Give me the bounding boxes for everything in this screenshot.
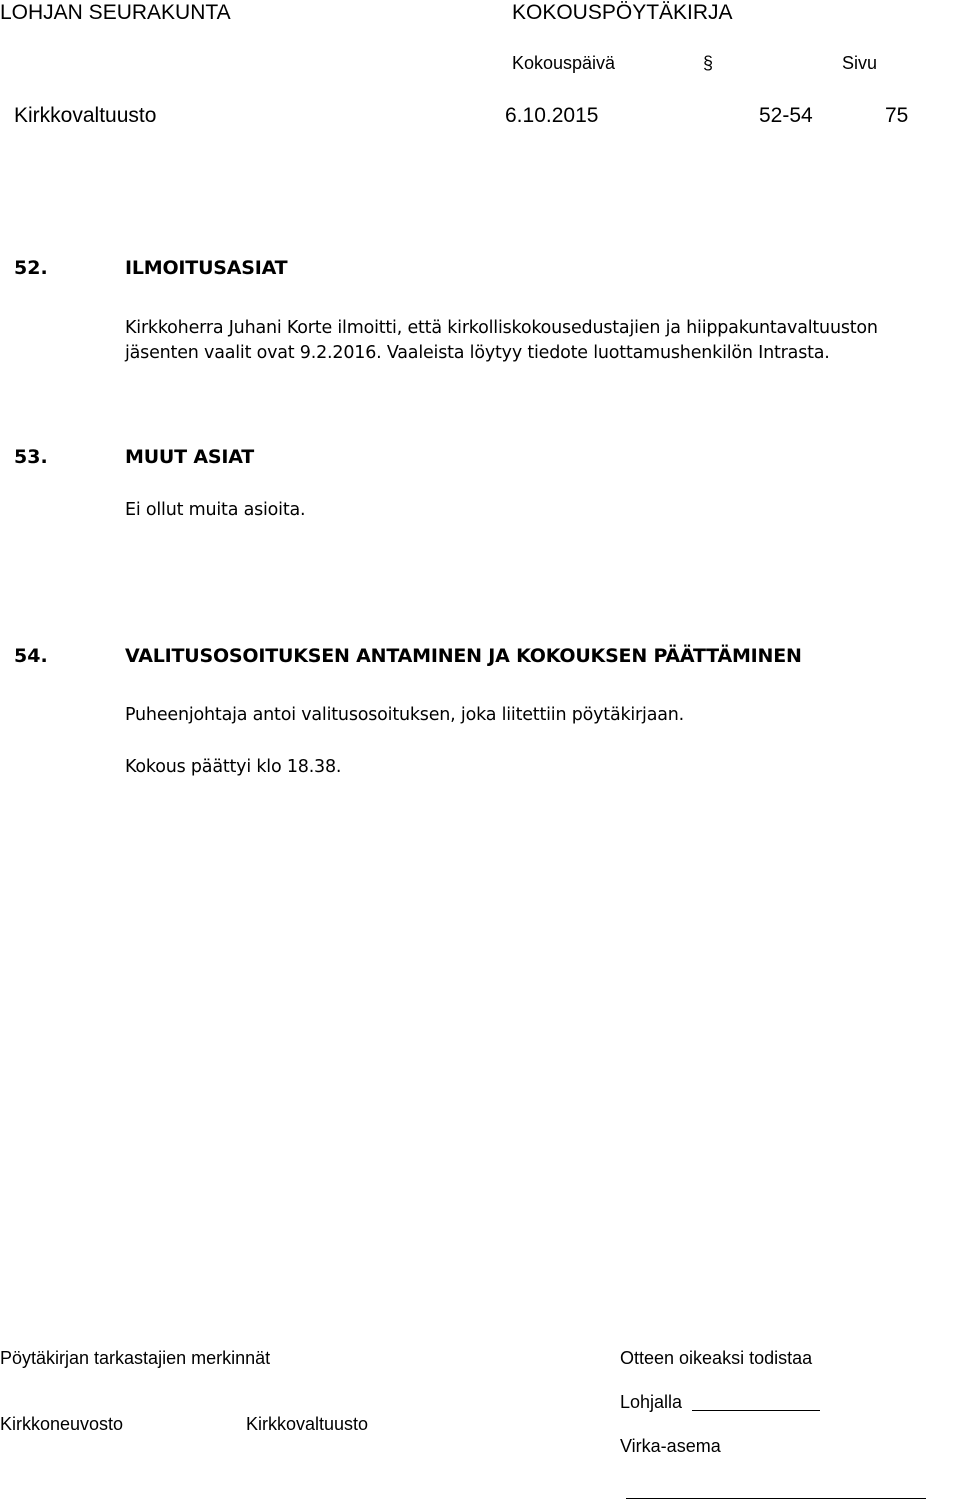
organization-name: LOHJAN SEURAKUNTA: [0, 1, 231, 24]
position-label: Virka-asema: [620, 1436, 721, 1456]
date-label: Kokouspäivä: [512, 53, 616, 73]
section-number: 54.: [14, 645, 48, 667]
section-paragraph: Kokous päättyi klo 18.38.: [125, 757, 342, 777]
assembly-label: Kirkkovaltuusto: [246, 1414, 369, 1434]
council-label: Kirkkoneuvosto: [0, 1414, 124, 1434]
section-paragraph: jäsenten vaalit ovat 9.2.2016. Vaaleista löytyy tiedote luottamushenkilön Intrasta.: [125, 343, 830, 363]
section-title: VALITUSOSOITUKSEN ANTAMINEN JA KOKOUKSEN PÄÄTTÄMINEN: [125, 645, 802, 667]
section-range: 52-54: [759, 104, 813, 127]
section-number: 52.: [14, 257, 48, 279]
place-signature-line: [692, 1410, 820, 1411]
section-title: MUUT ASIAT: [125, 446, 254, 468]
meeting-date: 6.10.2015: [505, 104, 599, 127]
meeting-body: Kirkkovaltuusto: [14, 104, 157, 127]
section-paragraph: Ei ollut muita asioita.: [125, 500, 306, 520]
section-paragraph: Kirkkoherra Juhani Korte ilmoitti, että kirkolliskokousedustajien ja hiippakuntavaltuuston: [125, 318, 878, 338]
reviewers-label: Pöytäkirjan tarkastajien merkinnät: [0, 1348, 271, 1368]
document-type: KOKOUSPÖYTÄKIRJA: [512, 1, 733, 24]
signature-line: [626, 1498, 926, 1499]
place-label: Lohjalla: [620, 1392, 683, 1412]
section-title: ILMOITUSASIAT: [125, 257, 288, 279]
section-paragraph: Puheenjohtaja antoi valitusosoituksen, joka liitettiin pöytäkirjaan.: [125, 705, 685, 725]
certified-label: Otteen oikeaksi todistaa: [620, 1348, 813, 1368]
page-label: Sivu: [842, 53, 878, 73]
section-mark: §: [703, 53, 714, 73]
section-number: 53.: [14, 446, 48, 468]
page-number: 75: [885, 104, 909, 127]
